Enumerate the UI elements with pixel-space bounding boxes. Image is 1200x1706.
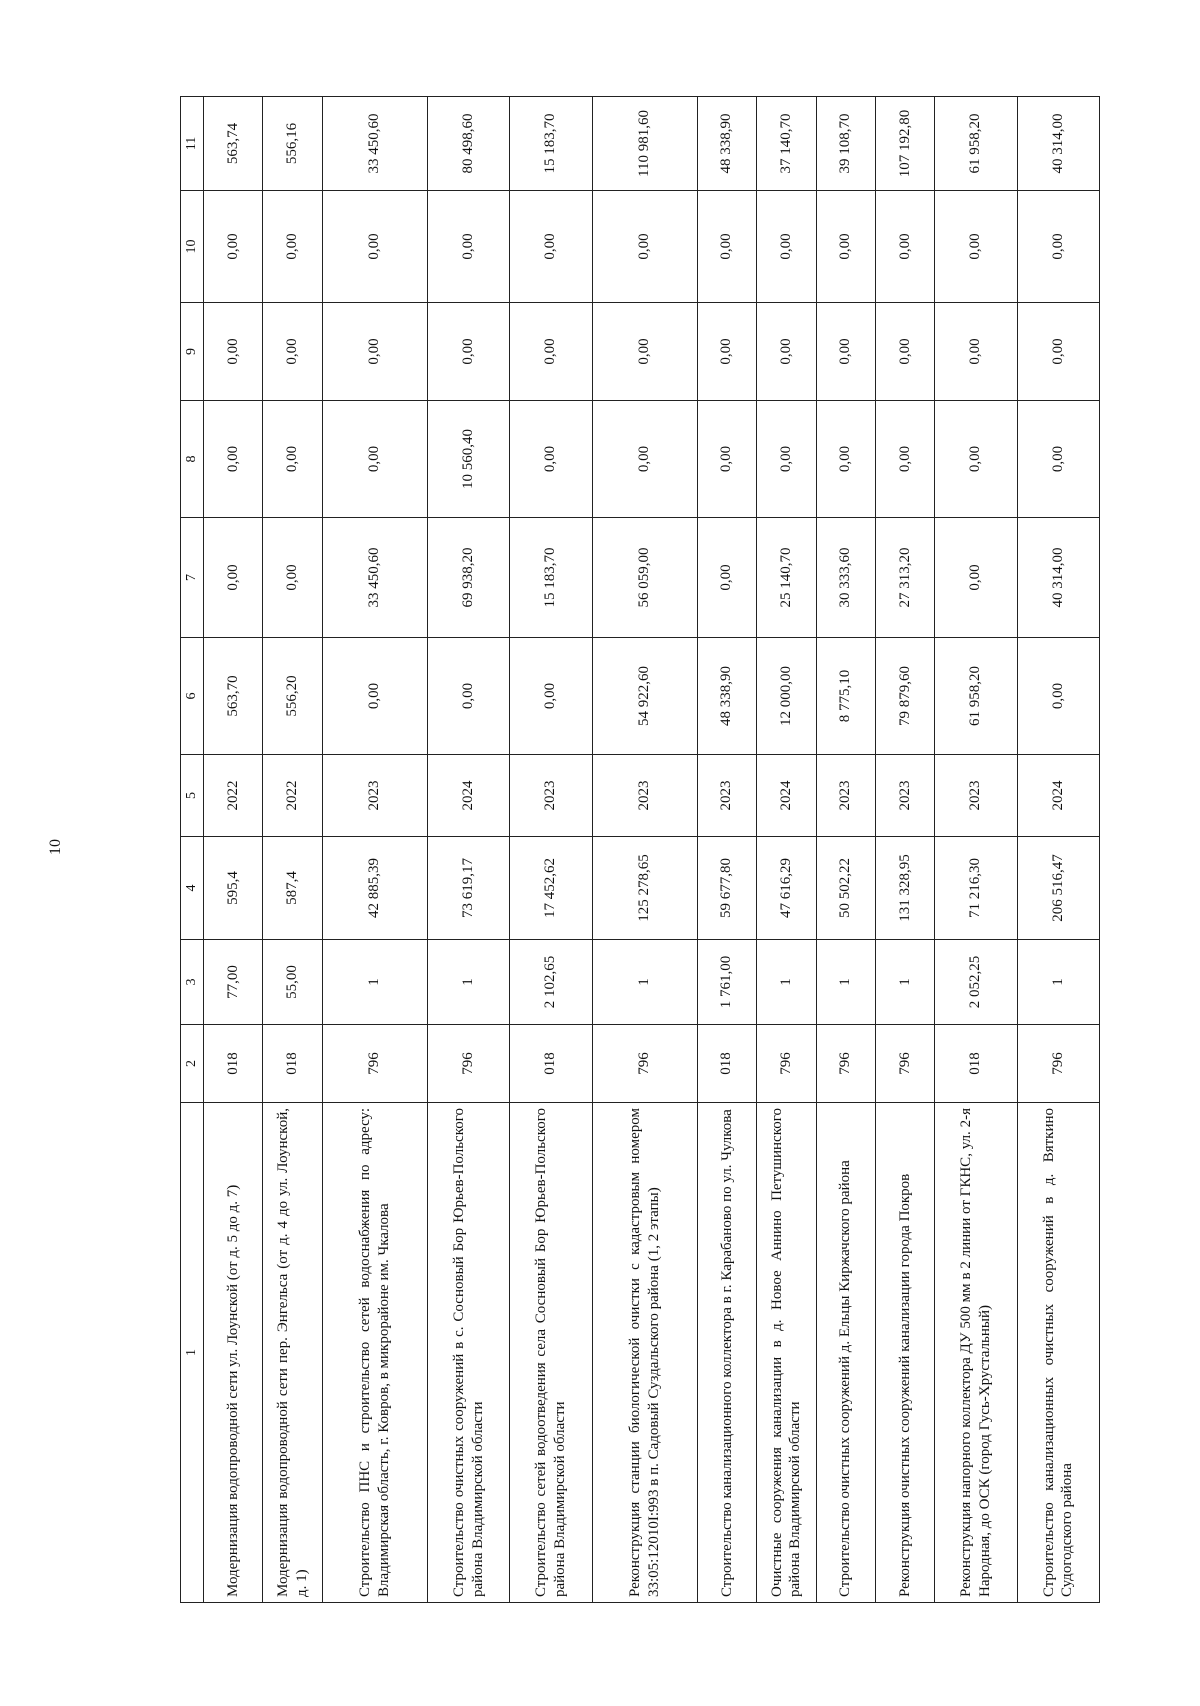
cell-col-8: 10 560,40 bbox=[427, 401, 509, 518]
cell-col-8: 0,00 bbox=[1017, 401, 1099, 518]
column-header-1: 1 bbox=[181, 1103, 204, 1603]
cell-col-7: 40 314,00 bbox=[1017, 518, 1099, 638]
cell-col-6: 8 775,10 bbox=[816, 638, 875, 755]
cell-col-2: 796 bbox=[592, 1025, 697, 1103]
cell-col-11: 110 981,60 bbox=[592, 97, 697, 191]
column-header-9: 9 bbox=[181, 303, 204, 401]
cell-col-6: 79 879,60 bbox=[875, 638, 934, 755]
cell-col-9: 0,00 bbox=[204, 303, 263, 401]
cell-col-3: 2 102,65 bbox=[510, 940, 592, 1025]
cell-description: Модернизация водопроводной сети пер. Энгельса (от д. 4 до ул. Лоунской, д. 1) bbox=[263, 1103, 322, 1603]
cell-col-4: 50 502,22 bbox=[816, 837, 875, 940]
cell-col-8: 0,00 bbox=[510, 401, 592, 518]
cell-col-2: 018 bbox=[510, 1025, 592, 1103]
cell-col-6: 556,20 bbox=[263, 638, 322, 755]
column-header-4: 4 bbox=[181, 837, 204, 940]
cell-col-8: 0,00 bbox=[757, 401, 816, 518]
cell-col-3: 77,00 bbox=[204, 940, 263, 1025]
cell-description: Строительство сетей водоотведения села Сосновый Бор Юрьев-Польского района Владимирской области bbox=[510, 1103, 592, 1603]
cell-col-5: 2022 bbox=[263, 755, 322, 837]
cell-description: Строительство канализационного коллектора в г. Карабаново по ул. Чулкова bbox=[697, 1103, 756, 1603]
cell-col-5: 2024 bbox=[1017, 755, 1099, 837]
table-row bbox=[935, 97, 1017, 1603]
cell-col-11: 107 192,80 bbox=[875, 97, 934, 191]
cell-col-7: 0,00 bbox=[935, 518, 1017, 638]
cell-col-5: 2023 bbox=[697, 755, 756, 837]
cell-col-2: 018 bbox=[935, 1025, 1017, 1103]
cell-col-10: 0,00 bbox=[816, 191, 875, 303]
cell-col-4: 71 216,30 bbox=[935, 837, 1017, 940]
cell-col-11: 37 140,70 bbox=[757, 97, 816, 191]
cell-col-2: 796 bbox=[816, 1025, 875, 1103]
column-header-5: 5 bbox=[181, 755, 204, 837]
column-header-8: 8 bbox=[181, 401, 204, 518]
cell-col-4: 17 452,62 bbox=[510, 837, 592, 940]
cell-col-11: 15 183,70 bbox=[510, 97, 592, 191]
cell-col-7: 30 333,60 bbox=[816, 518, 875, 638]
table-row bbox=[816, 97, 875, 1603]
column-header-10: 10 bbox=[181, 191, 204, 303]
table-row bbox=[875, 97, 934, 1603]
header-row bbox=[181, 97, 204, 1603]
table-row bbox=[204, 97, 263, 1603]
cell-col-10: 0,00 bbox=[757, 191, 816, 303]
cell-col-7: 69 938,20 bbox=[427, 518, 509, 638]
cell-col-9: 0,00 bbox=[935, 303, 1017, 401]
cell-col-7: 0,00 bbox=[263, 518, 322, 638]
cell-description: Реконструкция очистных сооружений канализации города Покров bbox=[875, 1103, 934, 1603]
cell-col-10: 0,00 bbox=[322, 191, 427, 303]
cell-col-4: 131 328,95 bbox=[875, 837, 934, 940]
cell-col-6: 0,00 bbox=[322, 638, 427, 755]
cell-col-11: 556,16 bbox=[263, 97, 322, 191]
cell-col-6: 563,70 bbox=[204, 638, 263, 755]
cell-col-8: 0,00 bbox=[592, 401, 697, 518]
cell-col-5: 2023 bbox=[875, 755, 934, 837]
cell-col-3: 2 052,25 bbox=[935, 940, 1017, 1025]
cell-col-5: 2023 bbox=[510, 755, 592, 837]
cell-col-6: 61 958,20 bbox=[935, 638, 1017, 755]
cell-col-5: 2022 bbox=[204, 755, 263, 837]
page-number: 10 bbox=[47, 839, 64, 855]
column-header-7: 7 bbox=[181, 518, 204, 638]
cell-col-10: 0,00 bbox=[697, 191, 756, 303]
cell-col-8: 0,00 bbox=[204, 401, 263, 518]
table-row bbox=[1017, 97, 1099, 1603]
cell-col-8: 0,00 bbox=[816, 401, 875, 518]
cell-description: Реконструкция напорного коллектора ДУ 500 мм в 2 линии от ГКНС, ул. 2-я Народная, до ОСК (город Гусь-Хрустальный) bbox=[935, 1103, 1017, 1603]
cell-col-9: 0,00 bbox=[816, 303, 875, 401]
cell-col-10: 0,00 bbox=[427, 191, 509, 303]
cell-col-7: 0,00 bbox=[697, 518, 756, 638]
table-row bbox=[697, 97, 756, 1603]
rotated-table-container bbox=[180, 97, 1100, 1603]
cell-col-3: 1 bbox=[322, 940, 427, 1025]
cell-col-6: 48 338,90 bbox=[697, 638, 756, 755]
cell-col-9: 0,00 bbox=[427, 303, 509, 401]
cell-col-10: 0,00 bbox=[875, 191, 934, 303]
cell-col-3: 1 761,00 bbox=[697, 940, 756, 1025]
cell-col-7: 33 450,60 bbox=[322, 518, 427, 638]
cell-col-4: 47 616,29 bbox=[757, 837, 816, 940]
table-row bbox=[263, 97, 322, 1603]
cell-col-9: 0,00 bbox=[263, 303, 322, 401]
cell-col-4: 595,4 bbox=[204, 837, 263, 940]
cell-col-10: 0,00 bbox=[204, 191, 263, 303]
cell-col-7: 56 059,00 bbox=[592, 518, 697, 638]
cell-col-9: 0,00 bbox=[757, 303, 816, 401]
cell-col-9: 0,00 bbox=[322, 303, 427, 401]
cell-col-7: 15 183,70 bbox=[510, 518, 592, 638]
cell-col-7: 27 313,20 bbox=[875, 518, 934, 638]
cell-col-4: 73 619,17 bbox=[427, 837, 509, 940]
table-row bbox=[510, 97, 592, 1603]
cell-description: Строительство канализационных очистных сооружений в д. Вяткино Судогодского района bbox=[1017, 1103, 1099, 1603]
cell-col-6: 0,00 bbox=[427, 638, 509, 755]
cell-col-3: 1 bbox=[757, 940, 816, 1025]
cell-col-3: 55,00 bbox=[263, 940, 322, 1025]
cell-col-5: 2023 bbox=[322, 755, 427, 837]
column-header-11: 11 bbox=[181, 97, 204, 191]
cell-col-3: 1 bbox=[592, 940, 697, 1025]
cell-col-11: 48 338,90 bbox=[697, 97, 756, 191]
cell-col-3: 1 bbox=[1017, 940, 1099, 1025]
cell-col-5: 2023 bbox=[592, 755, 697, 837]
cell-col-3: 1 bbox=[875, 940, 934, 1025]
cell-col-5: 2023 bbox=[816, 755, 875, 837]
cell-col-11: 40 314,00 bbox=[1017, 97, 1099, 191]
cell-col-4: 42 885,39 bbox=[322, 837, 427, 940]
cell-col-2: 018 bbox=[697, 1025, 756, 1103]
cell-col-2: 796 bbox=[1017, 1025, 1099, 1103]
cell-col-2: 796 bbox=[875, 1025, 934, 1103]
column-header-2: 2 bbox=[181, 1025, 204, 1103]
cell-col-9: 0,00 bbox=[875, 303, 934, 401]
cell-col-8: 0,00 bbox=[697, 401, 756, 518]
cell-description: Строительство ПНС и строительство сетей водоснабжения по адресу: Владимирская область, г. Ковров, в микрорайоне им. Чкалова bbox=[322, 1103, 427, 1603]
cell-col-11: 80 498,60 bbox=[427, 97, 509, 191]
cell-col-9: 0,00 bbox=[510, 303, 592, 401]
cell-col-8: 0,00 bbox=[263, 401, 322, 518]
cell-col-4: 125 278,65 bbox=[592, 837, 697, 940]
cell-col-6: 12 000,00 bbox=[757, 638, 816, 755]
cell-description: Реконструкция станции биологической очистки с кадастровым номером 33:05:12010I:993 в п. Садовый Суздальского района (1, 2 этапы) bbox=[592, 1103, 697, 1603]
table-row bbox=[427, 97, 509, 1603]
column-header-3: 3 bbox=[181, 940, 204, 1025]
cell-col-2: 796 bbox=[322, 1025, 427, 1103]
cell-col-5: 2023 bbox=[935, 755, 1017, 837]
cell-col-11: 33 450,60 bbox=[322, 97, 427, 191]
cell-col-2: 796 bbox=[427, 1025, 509, 1103]
cell-col-10: 0,00 bbox=[510, 191, 592, 303]
cell-col-8: 0,00 bbox=[935, 401, 1017, 518]
cell-col-2: 796 bbox=[757, 1025, 816, 1103]
table-body bbox=[204, 97, 1100, 1603]
cell-col-7: 25 140,70 bbox=[757, 518, 816, 638]
cell-description: Модернизация водопроводной сети ул. Лоунской (от д. 5 до д. 7) bbox=[204, 1103, 263, 1603]
cell-col-4: 59 677,80 bbox=[697, 837, 756, 940]
table-row bbox=[322, 97, 427, 1603]
cell-col-9: 0,00 bbox=[1017, 303, 1099, 401]
cell-col-8: 0,00 bbox=[875, 401, 934, 518]
cell-col-8: 0,00 bbox=[322, 401, 427, 518]
column-header-6: 6 bbox=[181, 638, 204, 755]
cell-col-6: 0,00 bbox=[1017, 638, 1099, 755]
cell-col-2: 018 bbox=[263, 1025, 322, 1103]
cell-col-6: 0,00 bbox=[510, 638, 592, 755]
cell-col-3: 1 bbox=[427, 940, 509, 1025]
cell-col-7: 0,00 bbox=[204, 518, 263, 638]
cell-col-10: 0,00 bbox=[1017, 191, 1099, 303]
cell-col-11: 563,74 bbox=[204, 97, 263, 191]
investment-table bbox=[180, 96, 1100, 1603]
cell-col-11: 39 108,70 bbox=[816, 97, 875, 191]
table-row bbox=[592, 97, 697, 1603]
cell-col-10: 0,00 bbox=[935, 191, 1017, 303]
cell-col-10: 0,00 bbox=[592, 191, 697, 303]
cell-col-2: 018 bbox=[204, 1025, 263, 1103]
cell-description: Очистные сооружения канализации в д. Новое Аннино Петушинского района Владимирской области bbox=[757, 1103, 816, 1603]
cell-description: Строительство очистных сооружений д. Ельцы Киржачского района bbox=[816, 1103, 875, 1603]
cell-col-4: 206 516,47 bbox=[1017, 837, 1099, 940]
cell-col-6: 54 922,60 bbox=[592, 638, 697, 755]
cell-col-3: 1 bbox=[816, 940, 875, 1025]
cell-description: Строительство очистных сооружений в с. Сосновый Бор Юрьев-Польского района Владимирской области bbox=[427, 1103, 509, 1603]
cell-col-9: 0,00 bbox=[592, 303, 697, 401]
cell-col-5: 2024 bbox=[427, 755, 509, 837]
cell-col-10: 0,00 bbox=[263, 191, 322, 303]
cell-col-9: 0,00 bbox=[697, 303, 756, 401]
cell-col-4: 587,4 bbox=[263, 837, 322, 940]
cell-col-5: 2024 bbox=[757, 755, 816, 837]
table-row bbox=[757, 97, 816, 1603]
cell-col-11: 61 958,20 bbox=[935, 97, 1017, 191]
